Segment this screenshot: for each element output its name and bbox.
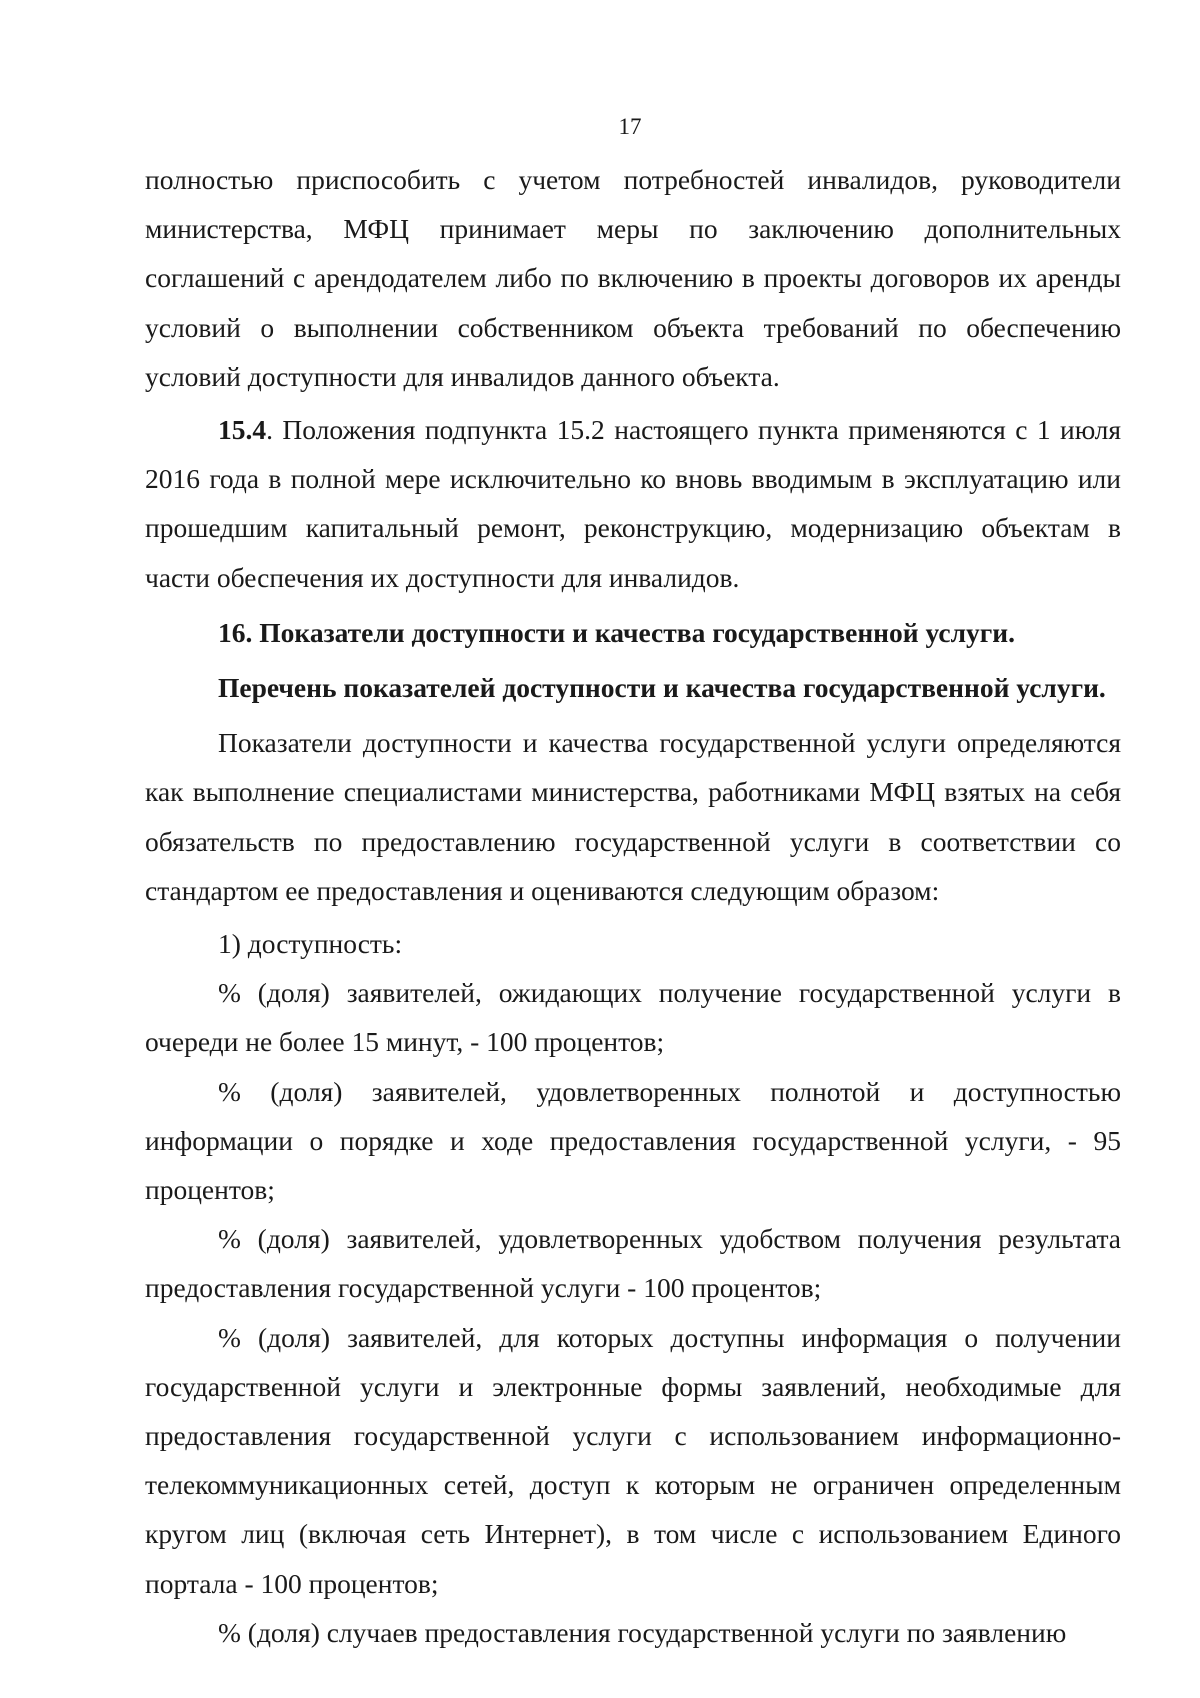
clause-number: 15.4	[218, 414, 267, 446]
paragraph-15-4	[145, 405, 1121, 602]
paragraph-accessibility-measures: полностью приспособить с учетом потребностей инвалидов, руководители министерства, МФЦ принимает меры по заключению дополнительных соглашений с арендодателем либо по включению в проекты договоров их аренды условий о выполнении собственником объекта требований по обеспечению условий доступности для инвалидов данного объекта.	[145, 164, 1121, 392]
page-number: 17	[618, 114, 642, 139]
document-body	[145, 155, 1121, 1657]
paragraph-indicators-definition: Показатели доступности и качества государственной услуги определяются как выполнение специалистами министерства, работниками МФЦ взятых на себя обязательств по предоставлению государственной услуги в соответствии со стандартом ее предоставления и оцениваются следующим образом:	[145, 727, 1121, 906]
clause-text: . Положения подпункта 15.2 настоящего пункта применяются с 1 июля 2016 года в полной мере исключительно ко вновь вводимым в эксплуатацию или прошедшим капитальный ремонт, реконструкцию, модернизацию объектам в части обеспечения их доступности для инвалидов.	[145, 414, 1121, 593]
list-item-electronic-forms-share: % (доля) заявителей, для которых доступны информация о получении государственной услуги и электронные формы заявлений, необходимые для предоставления государственной услуги с использованием информационно-телекоммуникационных сетей, доступ к которым не ограничен определенным кругом лиц (включая сеть Интернет), в том числе с использованием Единого портала - 100 процентов;	[145, 1321, 1121, 1599]
subsection-heading-indicators: Перечень показателей доступности и качества государственной услуги.	[218, 672, 1106, 704]
section-heading-16: 16. Показатели доступности и качества государственной услуги.	[218, 616, 1015, 648]
list-item-availability: 1) доступность:	[218, 928, 403, 960]
list-item-information-share: % (доля) заявителей, удовлетворенных полнотой и доступностью информации о порядке и ходе предоставления государственной услуги, - 95 процентов;	[145, 1075, 1121, 1206]
list-item-queue-share: % (доля) заявителей, ожидающих получение государственной услуги в очереди не более 15 минут, - 100 процентов;	[145, 977, 1121, 1058]
list-item-result-convenience-share: % (доля) заявителей, удовлетворенных удобством получения результата предоставления государственной услуги - 100 процентов;	[145, 1223, 1121, 1304]
list-item-application-cases-share: % (доля) случаев предоставления государственной услуги по заявлению	[218, 1616, 1067, 1648]
